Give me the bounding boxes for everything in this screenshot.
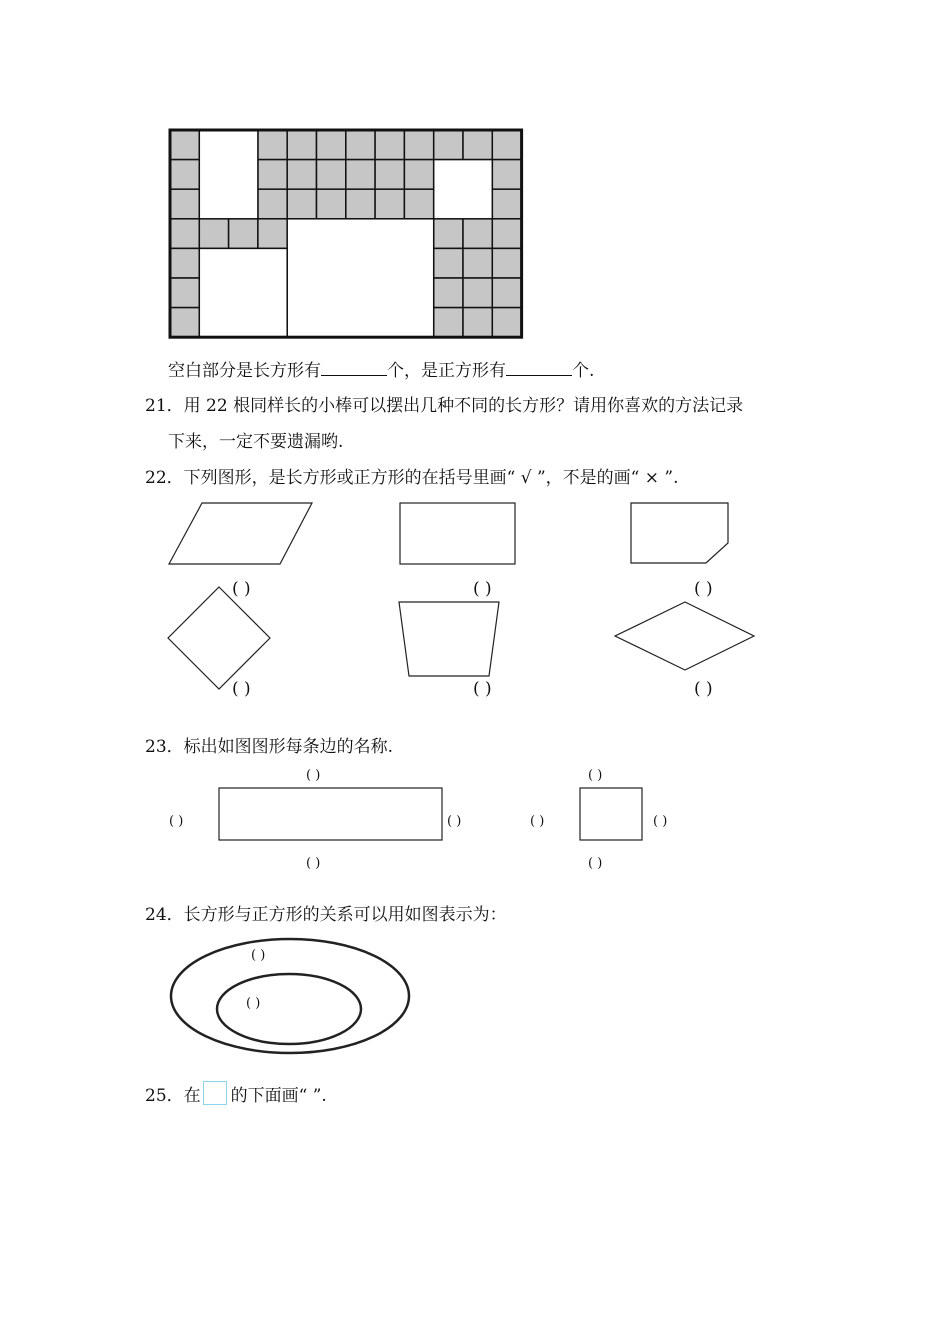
paren-blank[interactable]: ( ) (232, 579, 251, 599)
q25-line (145, 1081, 327, 1108)
paren-blank[interactable]: ( ) (588, 768, 603, 783)
q22-number: 22． (145, 468, 184, 488)
q21-text: 用 22 根同样长的小棒可以摆出几种不同的长方形？请用你喜欢的方法记录 (183, 396, 744, 416)
q20-answer-line: 空白部分是长方形有 个，是正方形有 个. (168, 357, 594, 383)
paren-blank[interactable]: ( ) (306, 856, 321, 871)
q23-text: 标出如图图形每条边的名称. (183, 737, 394, 757)
paren-blank[interactable]: ( ) (694, 579, 713, 599)
q21-number: 21． (145, 396, 184, 416)
q24-text: 长方形与正方形的关系可以用如图表示为： (183, 905, 507, 925)
inner-ellipse (217, 974, 361, 1044)
q25-number: 25． (145, 1086, 184, 1106)
square-icon (203, 1081, 227, 1105)
q23-number: 23． (145, 737, 184, 757)
paren-blank[interactable]: ( ) (694, 679, 713, 699)
q22-text: 下列图形，是长方形或正方形的在括号里画“ √ ”，不是的画“ × ”. (183, 468, 679, 488)
paren-blank[interactable]: ( ) (447, 814, 462, 829)
paren-blank[interactable]: ( ) (473, 579, 492, 599)
outer-ellipse (171, 939, 409, 1053)
paren-blank[interactable]: ( ) (232, 679, 251, 699)
paren-blank[interactable]: ( ) (530, 814, 545, 829)
paren-blank[interactable]: ( ) (169, 814, 184, 829)
paren-blank[interactable]: ( ) (251, 948, 266, 963)
q25-text-before: 在 (183, 1086, 201, 1106)
q21-line2: 下来，一定不要遗漏哟. (168, 432, 344, 452)
q25-text-after: 的下面画“ ”. (230, 1086, 327, 1106)
q24-number: 24． (145, 905, 184, 925)
paren-blank[interactable]: ( ) (473, 679, 492, 699)
paren-blank[interactable]: ( ) (588, 856, 603, 871)
paren-blank[interactable]: ( ) (306, 768, 321, 783)
paren-blank[interactable]: ( ) (653, 814, 668, 829)
paren-blank[interactable]: ( ) (246, 996, 261, 1011)
